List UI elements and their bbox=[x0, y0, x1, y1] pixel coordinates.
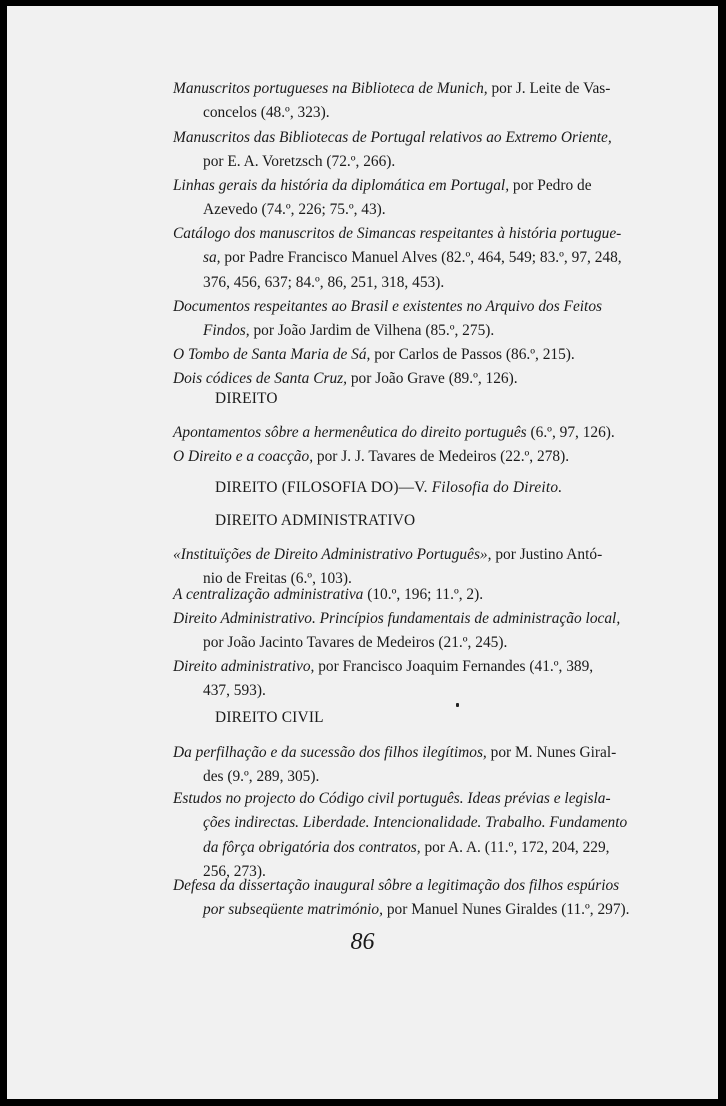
entry-text: por Justino Antó- bbox=[491, 546, 603, 563]
cross-reference: Filosofia do Direito. bbox=[431, 479, 563, 496]
entry-title: «Instituïções de Direito Administrativo Português», bbox=[173, 546, 492, 563]
entry-text: nio de Freitas (6.º, 103). bbox=[203, 570, 352, 588]
entry-text: por João Jacinto Tavares de Medeiros (21.º, 245). bbox=[203, 634, 508, 652]
bibliography-entry bbox=[173, 174, 661, 223]
entry-title: Linhas gerais da história da diplomática em Portugal, bbox=[173, 177, 510, 194]
entry-title: Findos, bbox=[203, 322, 250, 340]
entry-text: 376, 456, 637; 84.º, 86, 251, 318, 453). bbox=[203, 273, 445, 291]
entry-text: des (9.º, 289, 305). bbox=[203, 768, 320, 786]
entry-title: ções indirectas. Liberdade. Intencionalidade. Trabalho. Fundamento bbox=[203, 814, 628, 832]
entry-title: Manuscritos portugueses na Biblioteca de Munich, bbox=[173, 80, 488, 97]
entry-text: por Pedro de bbox=[509, 177, 592, 194]
bibliography-entry bbox=[173, 607, 661, 656]
section-heading-civil: DIREITO CIVIL bbox=[215, 709, 324, 726]
section-heading-direito: DIREITO bbox=[215, 390, 278, 407]
entry-text: por Padre Francisco Manuel Alves (82.º, 464, 549; 83.º, 97, 248, bbox=[220, 249, 622, 267]
entry-text: por J. J. Tavares de Medeiros (22.º, 278). bbox=[313, 448, 570, 465]
entry-title: Direito Administrativo. Princípios fundamentais de administração local, bbox=[173, 610, 621, 627]
bibliography-entry bbox=[173, 583, 661, 607]
entry-title: Catálogo dos manuscritos de Simancas respeitantes à história portugue- bbox=[173, 225, 622, 242]
section-heading-administrativo: DIREITO ADMINISTRATIVO bbox=[215, 512, 416, 529]
bibliography-entry bbox=[173, 77, 661, 126]
entry-title: por subseqüente matrimónio, bbox=[203, 901, 383, 919]
entry-text: concelos (48.º, 323). bbox=[203, 104, 330, 122]
bibliography-entry bbox=[173, 295, 661, 344]
entry-text: por Francisco Joaquim Fernandes (41.º, 389, bbox=[314, 658, 594, 675]
heading-text: DIREITO (FILOSOFIA DO)—V. bbox=[215, 479, 428, 496]
bibliography-entry bbox=[173, 655, 661, 704]
bibliography-entry bbox=[173, 343, 661, 367]
entry-title: Apontamentos sôbre a hermenêutica do direito português bbox=[173, 424, 527, 441]
entry-text: por Manuel Nunes Giraldes (11.º, 297). bbox=[382, 901, 630, 919]
section-heading-filosofia bbox=[215, 479, 562, 497]
bibliography-entry bbox=[173, 874, 661, 923]
entry-title: Documentos respeitantes ao Brasil e existentes no Arquivo dos Feitos bbox=[173, 298, 603, 315]
entry-title: Manuscritos das Bibliotecas de Portugal relativos ao Extremo Oriente, bbox=[173, 129, 612, 146]
bibliography-entry bbox=[173, 367, 661, 391]
entry-text: por E. A. Voretzsch (72.º, 266). bbox=[203, 153, 396, 171]
entry-text: por J. Leite de Vas- bbox=[487, 80, 611, 97]
entry-text: (6.º, 97, 126). bbox=[526, 424, 615, 441]
book-page bbox=[7, 6, 718, 1099]
page-number: 86 bbox=[350, 929, 375, 955]
entry-text: 437, 593). bbox=[203, 682, 266, 700]
entry-text: por M. Nunes Giral- bbox=[486, 744, 617, 761]
entry-title: Direito administrativo, bbox=[173, 658, 315, 675]
entry-title: A centralização administrativa bbox=[173, 586, 364, 603]
entry-text: por Carlos de Passos (86.º, 215). bbox=[370, 346, 575, 363]
entry-text: 256, 273). bbox=[203, 862, 266, 880]
entry-text: por A. A. (11.º, 172, 204, 229, bbox=[420, 838, 610, 856]
entry-title: O Tombo de Santa Maria de Sá, bbox=[173, 346, 371, 363]
entry-text: Azevedo (74.º, 226; 75.º, 43). bbox=[203, 201, 386, 219]
bibliography-entry bbox=[173, 421, 661, 445]
ink-speck bbox=[456, 703, 459, 707]
entry-title: da fôrça obrigatória dos contratos, bbox=[203, 838, 421, 856]
entry-text: por João Jardim de Vilhena (85.º, 275). bbox=[249, 322, 495, 340]
entry-title: Da perfilhação e da sucessão dos filhos ilegítimos, bbox=[173, 744, 487, 761]
entry-title: Dois códices de Santa Cruz, bbox=[173, 370, 347, 387]
entry-title: Estudos no projecto do Código civil português. Ideas prévias e legisla- bbox=[173, 790, 611, 807]
bibliography-entry bbox=[173, 741, 661, 790]
entry-title: sa, bbox=[203, 249, 221, 267]
entry-title: Defesa da dissertação inaugural sôbre a legitimação dos filhos espúrios bbox=[173, 877, 620, 894]
entry-text: (10.º, 196; 11.º, 2). bbox=[363, 586, 484, 603]
bibliography-entry bbox=[173, 445, 661, 469]
entry-title: O Direito e a coacção, bbox=[173, 448, 314, 465]
bibliography-entry bbox=[173, 222, 661, 295]
bibliography-entry bbox=[173, 787, 661, 884]
bibliography-entry bbox=[173, 126, 661, 175]
entry-text: por João Grave (89.º, 126). bbox=[347, 370, 518, 387]
